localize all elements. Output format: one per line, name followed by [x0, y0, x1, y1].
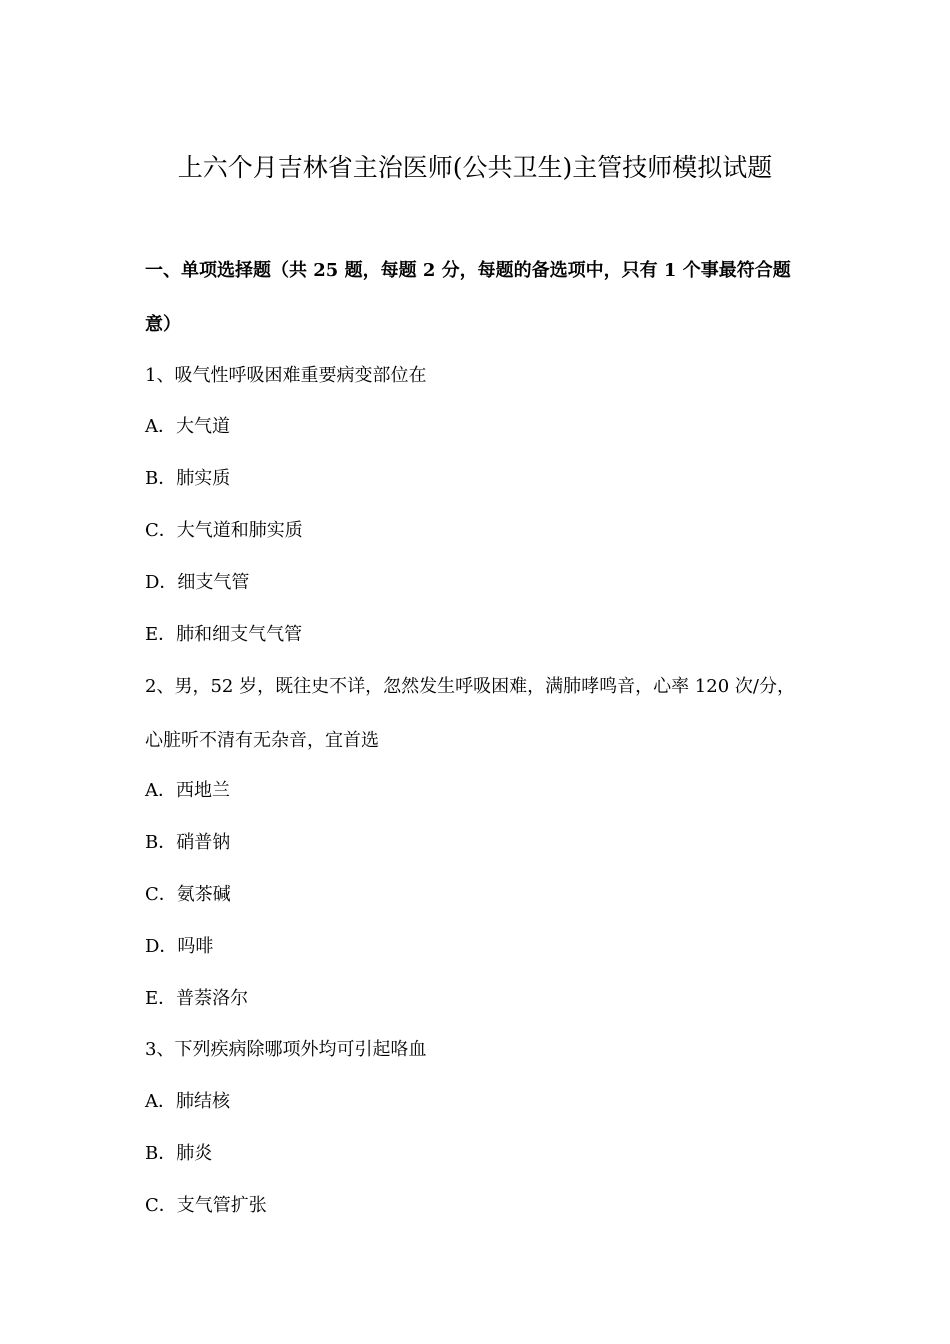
question-2-option-b: B．硝普钠	[145, 832, 231, 853]
section-heading-continued: 意）	[145, 314, 181, 335]
question-3-option-c: C．支气管扩张	[145, 1195, 267, 1216]
document-title: 上六个月吉林省主治医师(公共卫生)主管技师模拟试题	[177, 153, 773, 182]
question-1-option-b: B．肺实质	[145, 468, 231, 489]
question-2-option-d: D．吗啡	[145, 936, 214, 957]
question-2-option-e: E．普萘洛尔	[145, 988, 249, 1009]
question-1-option-a: A．大气道	[145, 416, 230, 437]
question-1-option-d: D．细支气管	[145, 572, 250, 593]
question-2-option-c: C．氨茶碱	[145, 884, 231, 905]
question-3-stem: 3、下列疾病除哪项外均可引起咯血	[145, 1039, 427, 1060]
section-heading: 一、单项选择题（共 25 题，每题 2 分，每题的备选项中，只有 1 个事最符合题	[145, 260, 791, 281]
question-2-stem: 2、男，52 岁，既往史不详，忽然发生呼吸困难，满肺哮鸣音，心率 120 次/分，	[145, 676, 795, 697]
question-1-stem: 1、吸气性呼吸困难重要病变部位在	[145, 365, 427, 386]
question-2-stem-continued: 心脏听不清有无杂音，宜首选	[145, 730, 379, 751]
question-3-option-a: A．肺结核	[145, 1091, 230, 1112]
question-1-option-e: E．肺和细支气气管	[145, 624, 303, 645]
question-3-option-b: B．肺炎	[145, 1143, 213, 1164]
question-2-option-a: A．西地兰	[145, 780, 230, 801]
question-1-option-c: C．大气道和肺实质	[145, 520, 303, 541]
